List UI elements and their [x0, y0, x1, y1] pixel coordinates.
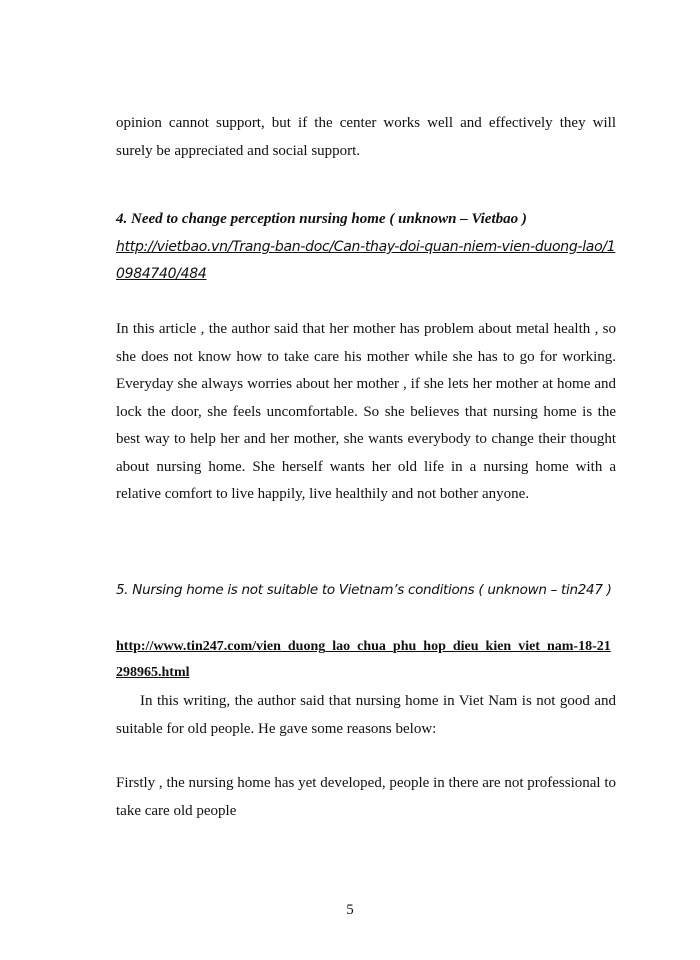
section-5-link[interactable]: http://www.tin247.com/vien_duong_lao_chua_phu_hop_dieu_kien_viet_nam-18-21298965.html — [116, 639, 611, 680]
section-4-heading: 4. Need to change perception nursing home ( unknown – Vietbao ) — [116, 211, 527, 227]
section-4-paragraph: In this article , the author said that her mother has problem about metal health , so she does not know how to take care his mother while she has to go for working. Everyday she always worries about her mother , if she lets her mother at home and lock the door, she feels uncomfortable. So she believes that nursing home is the best way to help her and her mother, she wants everybody to change their thought about nursing home. She herself wants her old life in a nursing home with a relative comfort to live happily, live healthily and not bother anyone. — [116, 321, 616, 502]
section-5-paragraph: In this writing, the author said that nursing home in Viet Nam is not good and suitable for old people. He gave some reasons below: — [116, 693, 616, 737]
section-4-link[interactable]: http://vietbao.vn/Trang-ban-doc/Can-thay-doi-quan-niem-vien-duong-lao/10984740/484 — [116, 239, 616, 282]
section-5-firstly-paragraph: Firstly , the nursing home has yet developed, people in there are not professional to take care old people — [116, 775, 616, 819]
section-5-heading: 5. Nursing home is not suitable to Vietnam’s conditions ( unknown – tin247 ) — [116, 582, 612, 598]
page-number: 5 — [346, 902, 354, 918]
intro-paragraph: opinion cannot support, but if the center works well and effectively they will surely be appreciated and social support. — [116, 115, 616, 159]
